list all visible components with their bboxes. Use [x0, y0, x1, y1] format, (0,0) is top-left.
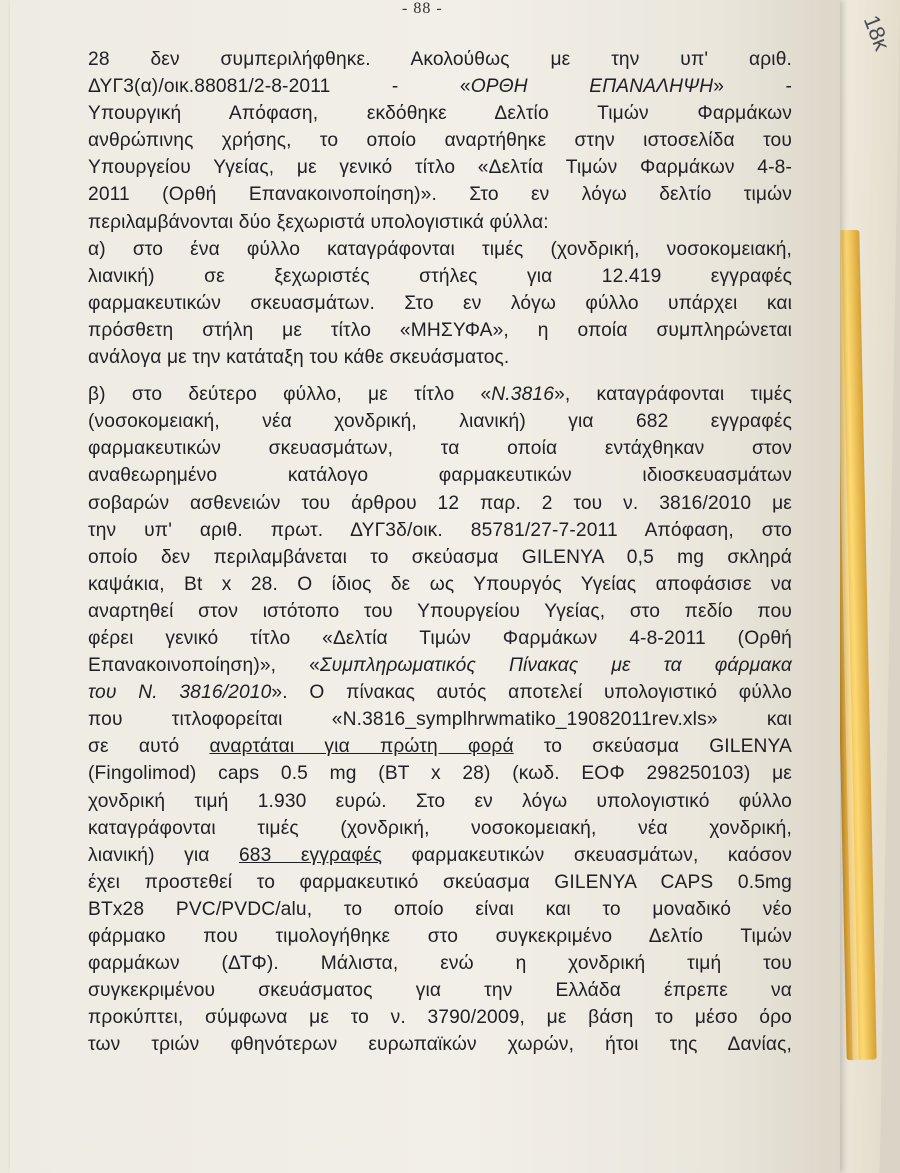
italic-heading: ΟΡΘΗ ΕΠΑΝΑΛΗΨΗ — [470, 76, 714, 98]
document-page — [10, 0, 840, 1173]
paragraph-b — [88, 381, 792, 1058]
text-line: λιανική) σε ξεχωριστές στήλες για 12.419 εγγραφές — [88, 265, 792, 287]
text-line: οποίο δεν περιλαμβάνεται το σκεύασμα GILENYA 0,5 mg σκληρά — [88, 546, 792, 568]
text-line: Υπουργείου Υγείας, με γενικό τίτλο «Δελτία Τιμών Φαρμάκων 4-8- — [88, 157, 792, 179]
text-line: την υπ' αριθ. πρωτ. ΔΥΓ3δ/οικ. 85781/27-7-2011 Απόφαση, στο — [88, 519, 792, 541]
text-line: Επανακοινοποίηση)», «Συμπληρωματικός Πίνακας με τα φάρμακα — [88, 655, 792, 677]
underlined-phrase: 683 εγγραφές — [238, 844, 383, 866]
underlined-phrase: αναρτάται για πρώτη φορά — [209, 736, 514, 758]
text-line: του Ν. 3816/2010». Ο πίνακας αυτός αποτελεί υπολογιστικό φύλλο — [88, 682, 792, 704]
page-body — [88, 46, 792, 1058]
text-line: σε αυτό αναρτάται για πρώτη φορά το σκεύασμα GILENYA — [88, 736, 792, 758]
paragraph-intro — [88, 46, 792, 236]
text-line: BTx28 PVC/PVDC/alu, το οποίο είναι και το μοναδικό νέο — [88, 898, 792, 920]
text-line: β) στο δεύτερο φύλλο, με τίτλο «Ν.3816», καταγράφονται τιμές — [88, 384, 792, 406]
text-line: σοβαρών ασθενειών του άρθρου 12 παρ. 2 του ν. 3816/2010 με — [88, 492, 792, 514]
text-line: φαρμακευτικών σκευασμάτων, τα οποία εντάχθηκαν στον — [88, 438, 792, 460]
text-line: ΔΥΓ3(α)/οικ.88081/2-8-2011 - «ΟΡΘΗ ΕΠΑΝΑΛΗΨΗ» - — [88, 76, 793, 98]
text-line: καψάκια, Bt x 28. Ο ίδιος δε ως Υπουργός Υγείας αποφάσισε να — [88, 573, 792, 595]
text-line: προκύπτει, σύμφωνα με το ν. 3790/2009, με βάση το μέσο όρο — [88, 1007, 792, 1029]
text-line: 28 δεν συμπεριλήφθηκε. Ακολούθως με την υπ' αριθ. — [88, 49, 792, 70]
page-number: - 88 - — [402, 0, 443, 17]
text-line: ανάλογα με την κατάταξη του κάθε σκευάσματος. — [88, 347, 510, 369]
text-line: α) στο ένα φύλλο καταγράφονται τιμές (χονδρική, νοσοκομειακή, — [88, 238, 792, 260]
text-line: συγκεκριμένου σκευάσματος για την Ελλάδα έπρεπε να — [88, 980, 792, 1002]
text-line: φαρμακευτικών σκευασμάτων. Στο εν λόγω φύλλο υπάρχει και — [88, 292, 792, 314]
text-line: ανθρώπινης χρήσης, το οποίο αναρτήθηκε στην ιστοσελίδα του — [88, 130, 792, 152]
text-line: αναθεωρημένο κατάλογο φαρμακευτικών ιδιοσκευασμάτων — [88, 465, 792, 487]
text-line: φέρει γενικό τίτλο «Δελτία Τιμών Φαρμάκων 4-8-2011 (Ορθή — [88, 627, 792, 649]
text-line: χονδρική τιμή 1.930 ευρώ. Στο εν λόγω υπολογιστικό φύλλο — [88, 790, 792, 812]
text-line: περιλαμβάνονται δύο ξεχωριστά υπολογιστικά φύλλα: — [88, 211, 549, 233]
text-line: (νοσοκομειακή, νέα χονδρική, λιανική) για 682 εγγραφές — [88, 411, 792, 433]
text-line: αναρτηθεί στον ιστότοπο του Υπουργείου Υγείας, στο πεδίο που — [88, 600, 792, 622]
text-line: φάρμακο που τιμολογήθηκε στο συγκεκριμένο Δελτίο Τιμών — [88, 926, 792, 947]
underlying-page-number: 18κ — [858, 11, 895, 54]
text-line: έχει προστεθεί το φαρμακευτικό σκεύασμα GILENYA CAPS 0.5mg — [88, 871, 792, 893]
text-line: που τιτλοφορείται «N.3816_symplhrwmatiko_19082011rev.xls» και — [88, 709, 792, 731]
text-line: πρόσθετη στήλη με τίτλο «ΜΗΣΥΦΑ», η οποία συμπληρώνεται — [88, 319, 792, 341]
text-line: Υπουργική Απόφαση, εκδόθηκε Δελτίο Τιμών Φαρμάκων — [88, 103, 792, 125]
text-line: φαρμάκων (ΔΤΦ). Μάλιστα, ενώ η χονδρική τιμή του — [88, 953, 792, 975]
text-line: καταγράφονται τιμές (χονδρική, νοσοκομειακή, νέα χονδρική, — [88, 817, 792, 839]
text-line: λιανική) για 683 εγγραφές φαρμακευτικών σκευασμάτων, καόσον — [88, 844, 792, 866]
text-line: (Fingolimod) caps 0.5 mg (BT x 28) (κωδ. ΕΟΦ 298250103) με — [88, 763, 792, 785]
paragraph-a — [88, 236, 792, 371]
text-line: 2011 (Ορθή Επανακοινοποίηση)». Στο εν λόγω δελτίο τιμών — [88, 184, 792, 206]
text-line: των τριών φθηνότερων ευρωπαϊκών χωρών, ήτοι της Δανίας, — [88, 1034, 792, 1056]
